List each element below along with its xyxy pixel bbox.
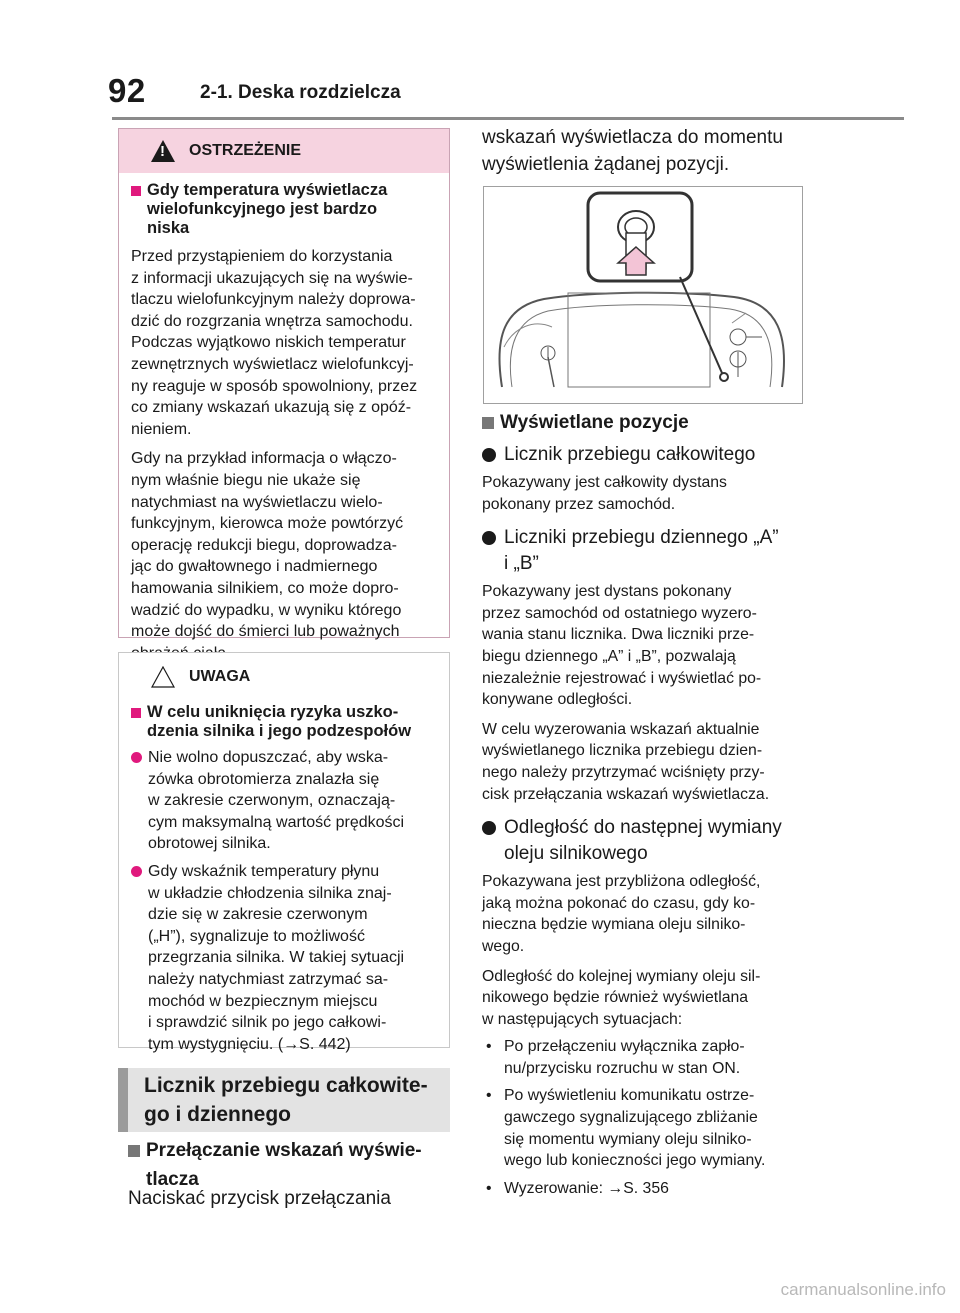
caution-bullet-2: Gdy wskaźnik temperatury płynu w układzie chłodzenia silnika znaj- dzie się w zakresie czerwonym („H”), sygnalizuje to możliwość przegrzania silnika. W takiej sytuacji należy natychmiast zatrzymać sa- mochód w bezpiecznym miejscu i sprawdzić silnik po jego całkowi- tym wystygnięciu. (→S. 442) [131,861,439,1055]
banner-accent-bar [118,1068,128,1132]
round-bullet-icon [482,821,496,835]
oil-change-text-1: Pokazywana jest przybliżona odległość, jaką można pokonać do czasu, gdy ko- nieczna będzie wymiana oleju silniko- wego. [482,873,761,955]
switching-heading: Przełączanie wskazań wyświe- tlacza [128,1136,450,1194]
instrument-cluster-drawing [484,187,802,403]
square-bullet-icon [128,1145,140,1157]
caution-box [118,652,450,1053]
warning-paragraph-1: Przed przystąpieniem do korzystania z informacji ukazujących się na wyświe- tlaczu wielofunkcyjnym należy doprowa- dzić do rozgrzania wnętrza samochodu. Podczas wyjątkowo niskich temperatur zewnętrznych wyświetlacz wielofunkcyj- ny reaguje w sposób spowolniony, przez co zmiany wskazań ukazują się z opóź- nieniem. [131,248,418,438]
square-bullet-icon [131,186,141,196]
warning-header [119,129,449,173]
section-banner [118,1068,450,1132]
bullet-mark: • [486,1179,492,1197]
caution-title: UWAGA [189,668,251,685]
switching-text-continued: wskazań wyświetlacza do momentu wyświetlenia żądanej pozycji. [482,127,783,175]
items-heading: Wyświetlane pozycje [482,410,804,436]
odometer-heading: Licznik przebiegu całkowitego [482,442,804,468]
caution-bullet-1: Nie wolno dopuszczać, aby wska- zówka obrotomierza znalazła się w zakresie czerwonym, oznaczają- cym maksymalną wartość prędkości obrotowej silnika. [131,747,439,855]
banner-title: Licznik przebiegu całkowite- go i dziennego [144,1074,428,1126]
round-bullet-icon [482,531,496,545]
trip-meter-heading: Liczniki przebiegu dziennego „A” i „B” [482,525,804,577]
header-divider [112,117,904,120]
round-bullet-icon [131,866,142,877]
warning-icon [151,140,175,162]
section-title: 2-1. Deska rozdzielcza [200,82,401,103]
displayed-items-section [482,408,804,1199]
warning-heading: Gdy temperatura wyświetlacza wielofunkcyjnego jest bardzo niska [131,181,439,238]
odometer-text: Pokazywany jest całkowity dystans pokonany przez samochód. [482,474,727,513]
page-number: 92 [108,72,146,109]
bullet-mark: • [486,1038,492,1056]
caution-header [119,653,449,701]
square-bullet-icon [482,417,494,429]
list-item: • Wyzerowanie: →S. 356 [482,1178,804,1200]
instrument-cluster-illustration [483,186,803,404]
bullet-mark: • [486,1087,492,1105]
oil-change-heading: Odległość do następnej wymiany oleju silnikowego [482,815,804,867]
warning-box [118,128,450,641]
warning-paragraph-2: Gdy na przykład informacja o włączo- nym właśnie biegu nie ukaże się natychmiast na wyświetlaczu wielo- funkcyjnym, kierowca może powtórzyć operację redukcji biegu, doprowadza- jąc do gwałtownego i nadmiernego hamowania silnikiem, co może dopro- wadzić do wypadku, w wyniku którego może dojść do śmierci lub poważnych [131,450,404,641]
round-bullet-icon [131,752,142,763]
warning-title: OSTRZEŻENIE [189,142,302,159]
trip-meter-text-1: Pokazywany jest dystans pokonany przez samochód od ostatniego wyzero- wania stanu licznika. Dwa liczniki prze- biegu dziennego „A” i „B”, pozwalają niezależnie rejestrować i wyświetlać po- konywane odległości. [482,583,762,709]
caution-icon [151,666,175,688]
list-item: • Po wyświetleniu komunikatu ostrze- gawczego sygnalizującego zbliżanie się momentu wymiany oleju silniko- wego lub konieczności jego wymiany. [482,1085,804,1171]
square-bullet-icon [131,708,141,718]
trip-meter-text-2: W celu wyzerowania wskazań aktualnie wyświetlanego licznika przebiegu dzien- nego należy przytrzymać wciśnięty przy- cisk przełączania wskazań wyświetlacza. [482,720,770,803]
oil-change-text-2: Odległość do kolejnej wymiany oleju sil- nikowego będzie również wyświetlana w następujących sytuacjach: [482,967,761,1028]
caution-heading: W celu uniknięcia ryzyka uszko- dzenia silnika i jego podzespołów [131,703,439,741]
footer-watermark: carmanualsonline.info [780,1280,946,1299]
switching-text: Naciskać przycisk przełączania [128,1188,391,1209]
list-item: • Po przełączeniu wyłącznika zapło- nu/przycisku rozruchu w stan ON. [482,1036,804,1079]
round-bullet-icon [482,448,496,462]
